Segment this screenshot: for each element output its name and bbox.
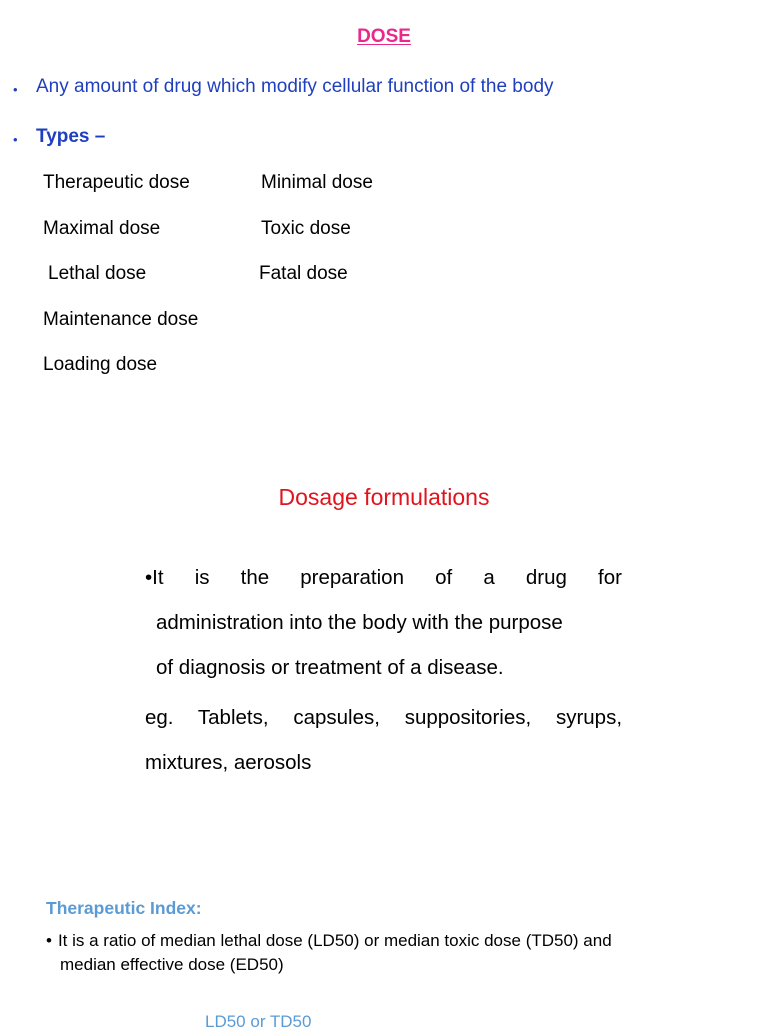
types-label: Types –: [36, 126, 106, 147]
section-title-dosage-formulations: Dosage formulations: [278, 484, 490, 510]
type-item-lethal: Lethal dose: [48, 263, 147, 284]
formulation-line-1: •It is the preparation of a drug for: [145, 566, 622, 589]
page-title: DOSE: [357, 26, 411, 47]
type-item-maximal: Maximal dose: [43, 218, 161, 239]
formulation-examples: [145, 695, 622, 785]
dose-definition: Any amount of drug which modify cellular function of the body: [36, 76, 554, 97]
bullet-icon: •: [13, 132, 18, 147]
bullet-icon: •: [46, 931, 52, 950]
type-item-therapeutic: Therapeutic dose: [43, 172, 190, 193]
therapeutic-index-definition: • It is a ratio of median lethal dose (LD50) or median toxic dose (TD50) and median effective dose (ED50): [46, 931, 612, 974]
formula-numerator-cutoff: LD50 or TD50: [205, 1012, 312, 1031]
examples-line-1: eg. Tablets, capsules, suppositories, syrups,: [145, 706, 623, 729]
type-item-loading: Loading dose: [43, 354, 158, 375]
examples-line-2: mixtures, aerosols: [145, 751, 312, 774]
type-item-toxic: Toxic dose: [261, 218, 351, 239]
section-title-therapeutic-index: Therapeutic Index:: [46, 898, 202, 918]
formulation-definition: [145, 555, 622, 690]
formulation-line-2: administration into the body with the purpose: [156, 611, 563, 634]
type-item-maintenance: Maintenance dose: [43, 309, 199, 330]
type-item-minimal: Minimal dose: [261, 172, 373, 193]
bullet-icon: •: [13, 82, 18, 97]
type-item-fatal: Fatal dose: [259, 263, 348, 284]
formulation-line-3: of diagnosis or treatment of a disease.: [156, 656, 504, 679]
